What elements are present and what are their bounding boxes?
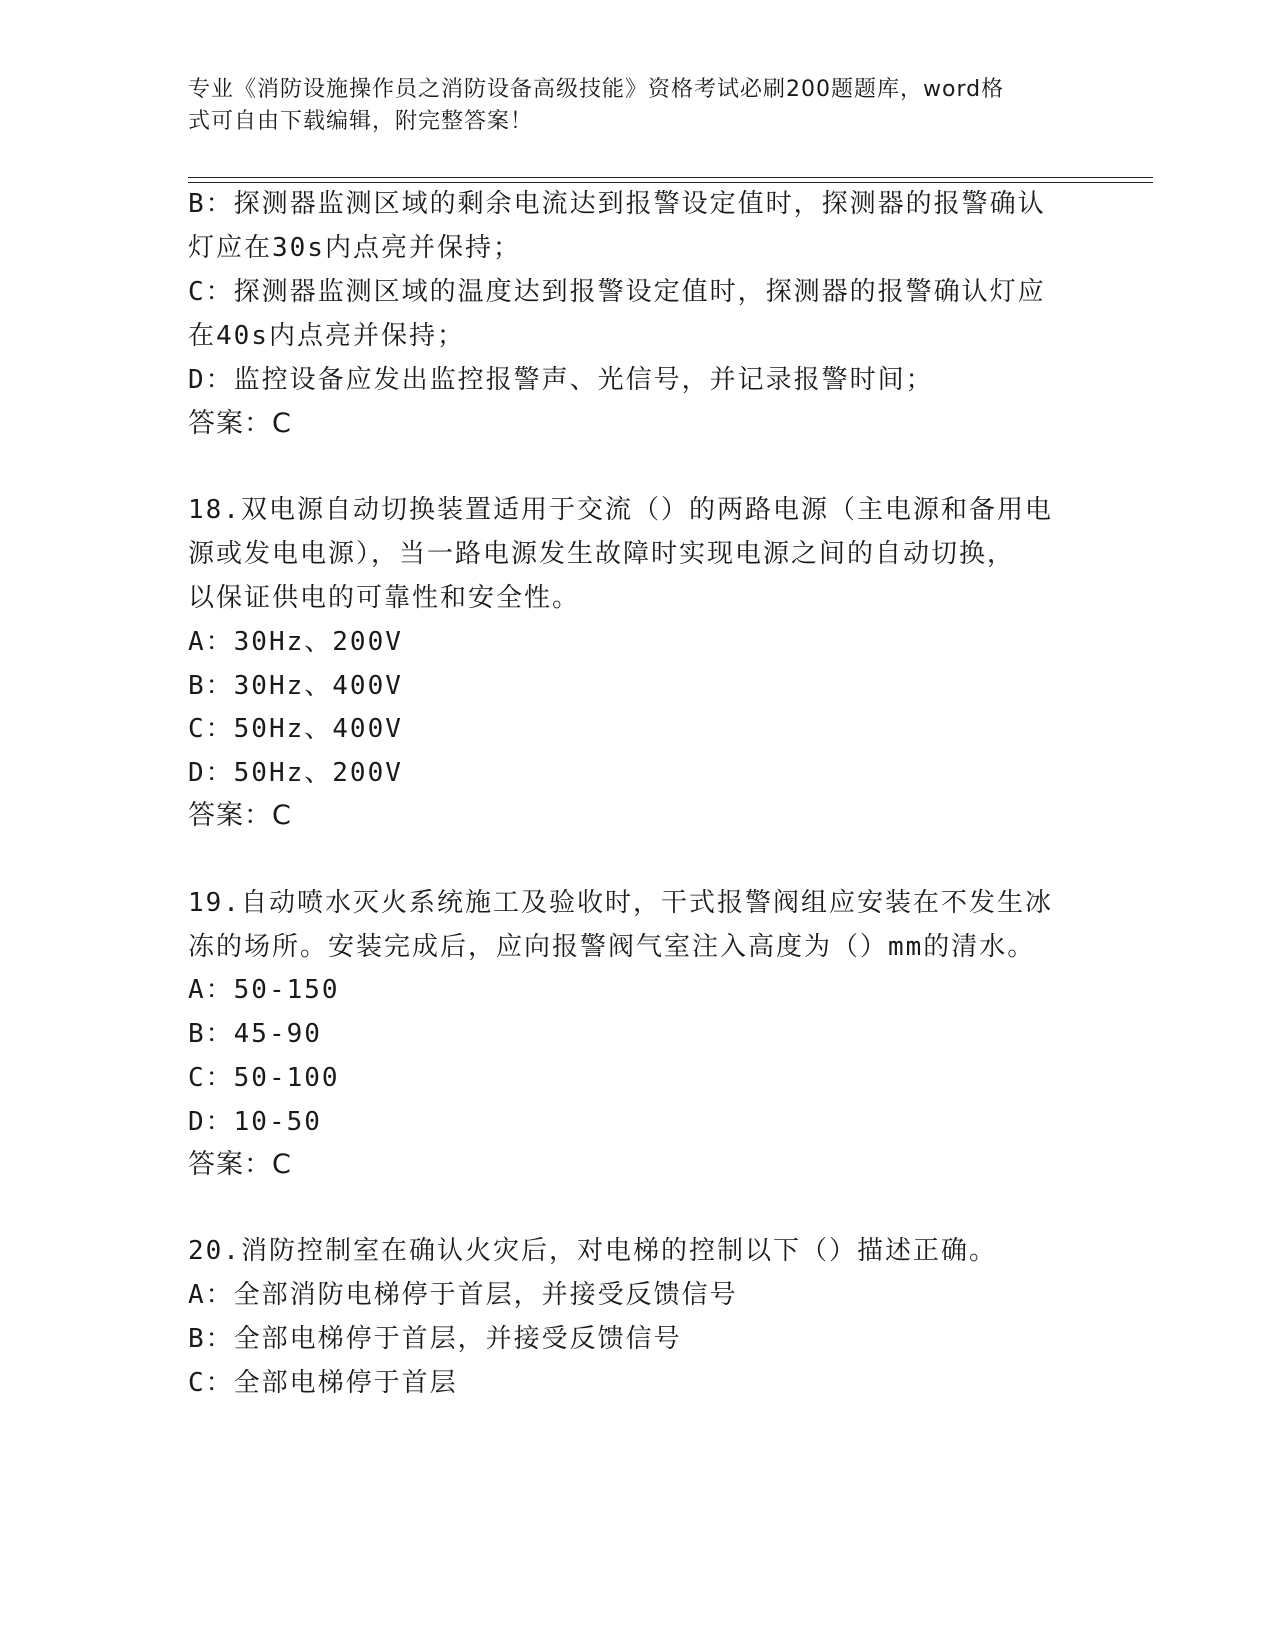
q18-stem-line-1: 18.双电源自动切换装置适用于交流（）的两路电源（主电源和备用电 [188,495,1053,525]
q18-stem-line-2: 源或发电电源），当一路电源发生故障时实现电源之间的自动切换， [188,539,1016,569]
document-header [188,74,1068,138]
q18-option-d: D：50Hz、200V [188,758,403,788]
q18-option-a: A：30Hz、200V [188,627,403,657]
q19-option-c: C：50-100 [188,1063,340,1093]
q20-option-b: B：全部电梯停于首层，并接受反馈信号 [188,1324,682,1354]
q17-option-c-line-1: C：探测器监测区域的温度达到报警设定值时，探测器的报警确认灯应 [188,277,1046,307]
q19-stem-line-1: 19.自动喷水灭火系统施工及验收时，干式报警阀组应安装在不发生冰 [188,888,1053,918]
q18-answer: 答案：C [188,800,292,831]
q19-answer: 答案：C [188,1149,292,1180]
q19-option-d: D：10-50 [188,1107,322,1137]
q17-option-c-line-2: 在40s内点亮并保持； [188,321,465,351]
q19-option-a: A：50-150 [188,975,340,1005]
q17-option-b-line-2: 灯应在30s内点亮并保持； [188,233,521,263]
q20-option-c: C：全部电梯停于首层 [188,1368,458,1398]
q17-option-b-line-1: B：探测器监测区域的剩余电流达到报警设定值时，探测器的报警确认 [188,189,1046,219]
q19-option-b: B：45-90 [188,1019,322,1049]
q18-option-c: C：50Hz、400V [188,714,403,744]
q17-answer: 答案：C [188,408,292,439]
q17-option-d: D：监控设备应发出监控报警声、光信号，并记录报警时间； [188,365,934,395]
header-rule-top [188,177,1153,178]
q20-stem-line-1: 20.消防控制室在确认火灾后，对电梯的控制以下（）描述正确。 [188,1236,997,1266]
header-rule-bottom [188,182,1153,183]
q19-stem-line-2: 冻的场所。安装完成后，应向报警阀气室注入高度为（）mm的清水。 [188,932,1036,962]
header-line-2: 式可自由下载编辑，附完整答案！ [188,109,534,134]
q18-stem-line-3: 以保证供电的可靠性和安全性。 [188,583,581,613]
q18-option-b: B：30Hz、400V [188,671,403,701]
q20-option-a: A：全部消防电梯停于首层，并接受反馈信号 [188,1280,738,1310]
header-line-1: 专业《消防设施操作员之消防设备高级技能》资格考试必刷200题题库，word格 [188,77,1005,102]
